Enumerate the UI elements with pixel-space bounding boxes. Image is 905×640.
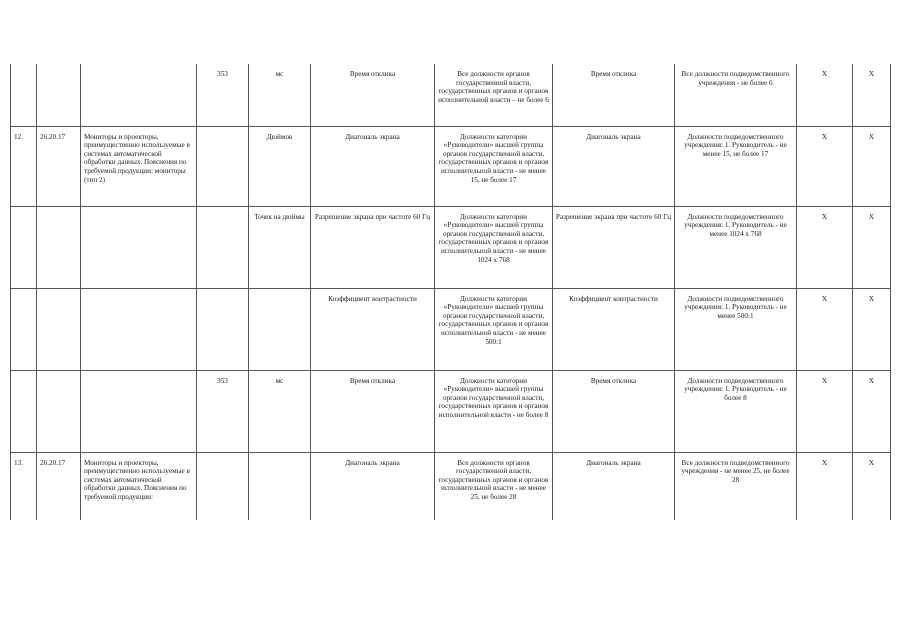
unit-name: мс	[249, 64, 311, 126]
x-mark-2: X	[853, 206, 891, 288]
characteristic-value: Должности категории «Руководители» высшей группы органов государственной власти, государственных органов и органов исполнительной власти - не менее 500:1	[435, 288, 553, 370]
x-mark-1: X	[797, 452, 853, 520]
characteristic-name: Разрешение экрана при частоте 60 Гц	[311, 206, 435, 288]
table-row	[11, 288, 891, 370]
table-row	[11, 64, 891, 126]
requirements-table	[10, 64, 891, 520]
x-mark-2: X	[853, 126, 891, 206]
x-mark-1: X	[797, 64, 853, 126]
approved-characteristic-name: Время отклика	[553, 370, 675, 452]
table-row	[11, 206, 891, 288]
approved-characteristic-value: Должности подведомственного учреждения: 1. Руководитель - не менее 15, не более 17	[675, 126, 797, 206]
okei-code	[197, 288, 249, 370]
product-name: Мониторы и проекторы, преимущественно используемые в системах автоматической обработки данных. Пояснения по требуемой продукции: мониторы (тип 2)	[81, 126, 197, 206]
unit-name	[249, 288, 311, 370]
characteristic-name: Диагональ экрана	[311, 452, 435, 520]
table-row	[11, 370, 891, 452]
x-mark-2: X	[853, 64, 891, 126]
characteristic-value: Все должности органов государственной власти, государственных органов и органов исполнительной власти – не более 6	[435, 64, 553, 126]
approved-characteristic-name: Диагональ экрана	[553, 452, 675, 520]
characteristic-value: Должности категории «Руководители» высшей группы органов государственной власти, государственных органов и органов исполнительной власти - не более 8	[435, 370, 553, 452]
characteristic-value: Все должности органов государственной власти, государственных органов и органов исполнительной власти - не менее 25, не более 28	[435, 452, 553, 520]
table-row	[11, 452, 891, 520]
approved-characteristic-value: Все должности подведомственного учреждения - не менее 25, не более 28	[675, 452, 797, 520]
x-mark-2: X	[853, 288, 891, 370]
x-mark-2: X	[853, 452, 891, 520]
unit-name: Точек на дюймы	[249, 206, 311, 288]
table-row	[11, 126, 891, 206]
row-number	[11, 288, 37, 370]
characteristic-value: Должности категории «Руководители» высшей группы органов государственной власти, государственных органов и органов исполнительной власти - не менее 1024 х 768	[435, 206, 553, 288]
okpd-code	[37, 64, 81, 126]
characteristic-name: Диагональ экрана	[311, 126, 435, 206]
characteristic-value: Должности категории «Руководители» высшей группы органов государственной власти, государственных органов и органов исполнительной власти - не менее 15, не более 17	[435, 126, 553, 206]
okei-code: 353	[197, 64, 249, 126]
x-mark-1: X	[797, 370, 853, 452]
unit-name: мс	[249, 370, 311, 452]
unit-name: Дюймов	[249, 126, 311, 206]
product-name	[81, 206, 197, 288]
product-name	[81, 288, 197, 370]
characteristic-name: Время отклика	[311, 370, 435, 452]
characteristic-name: Коэффициент контрастности	[311, 288, 435, 370]
okpd-code: 26.20.17	[37, 126, 81, 206]
x-mark-1: X	[797, 126, 853, 206]
row-number	[11, 206, 37, 288]
product-name	[81, 370, 197, 452]
unit-name	[249, 452, 311, 520]
okpd-code: 26.20.17	[37, 452, 81, 520]
row-number	[11, 370, 37, 452]
x-mark-2: X	[853, 370, 891, 452]
approved-characteristic-name: Разрешение экрана при частоте 60 Гц	[553, 206, 675, 288]
approved-characteristic-name: Коэффициент контрастности	[553, 288, 675, 370]
okei-code	[197, 206, 249, 288]
row-number	[11, 64, 37, 126]
product-name	[81, 64, 197, 126]
row-number: 13.	[11, 452, 37, 520]
okpd-code	[37, 288, 81, 370]
approved-characteristic-value: Должности подведомственного учреждения: 1. Руководитель - не менее 500:1	[675, 288, 797, 370]
x-mark-1: X	[797, 206, 853, 288]
approved-characteristic-name: Время отклика	[553, 64, 675, 126]
approved-characteristic-name: Диагональ экрана	[553, 126, 675, 206]
product-name: Мониторы и проекторы, преимущественно используемые в системах автоматической обработки данных. Пояснения по требуемой продукции:	[81, 452, 197, 520]
okei-code	[197, 126, 249, 206]
okei-code: 353	[197, 370, 249, 452]
okei-code	[197, 452, 249, 520]
characteristic-name: Время отклика	[311, 64, 435, 126]
row-number: 12.	[11, 126, 37, 206]
approved-characteristic-value: Должности подведомственного учреждения: 1. Руководитель - не менее 1024 х 768	[675, 206, 797, 288]
okpd-code	[37, 206, 81, 288]
okpd-code	[37, 370, 81, 452]
approved-characteristic-value: Должности подведомственного учреждения: 1. Руководитель - не более 8	[675, 370, 797, 452]
approved-characteristic-value: Все должности подведомственного учреждения - не более 6	[675, 64, 797, 126]
x-mark-1: X	[797, 288, 853, 370]
